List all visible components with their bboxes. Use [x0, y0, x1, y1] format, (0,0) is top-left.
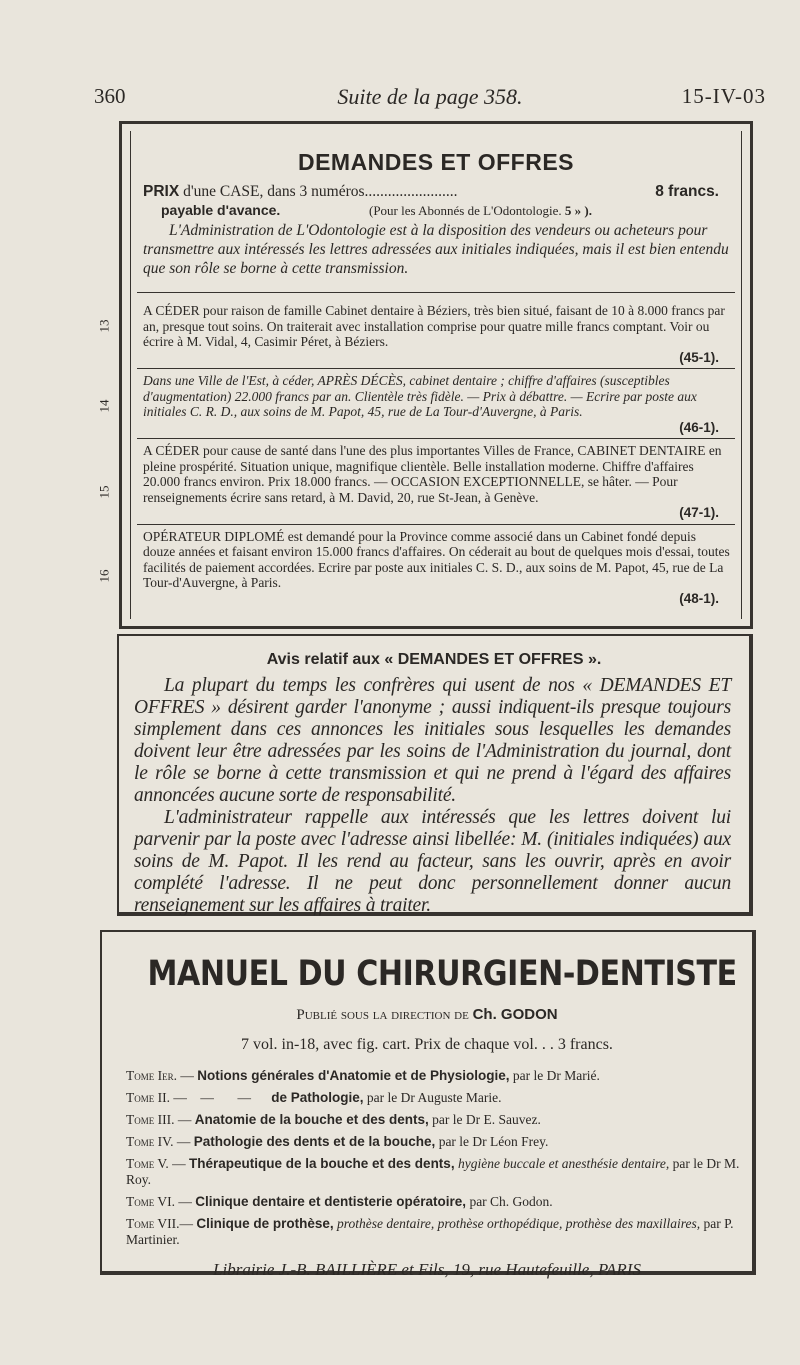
- continuation-note: Suite de la page 358.: [337, 84, 523, 109]
- manuel-subtitle: Publié sous la direction de Ch. GODON: [296, 1006, 558, 1023]
- divider: [137, 438, 735, 439]
- case-number: 14: [96, 399, 112, 413]
- divider: [137, 292, 735, 293]
- demandes-title: DEMANDES ET OFFRES: [297, 149, 575, 175]
- ad-text: A CÉDER pour cause de santé dans l'une des plus importantes Villes de France, CABINET DENTAIRE en pleine prospérité. Situation unique, magnifique clientèle. Belle installation moderne. Chiffre d'affaires 20.000 francs environ. Prix 18.000 francs. — OCCASION EXCEPTIONNELLE, se hâter. — Pour renseignements écrire sans retard, à M. David, 20, rue St-Jean, à Genève.: [143, 443, 722, 505]
- case-number: 13: [96, 319, 112, 333]
- divider: [137, 368, 735, 369]
- ad-46: [131, 373, 741, 435]
- ad-text: Dans une Ville de l'Est, à céder, APRÈS DÉCÈS, cabinet dentaire ; chiffre d'affaires (susceptibles d'augmentation) 22.000 francs par an. Clientèle très fidèle. — Prix à débattre. — Ecrire par poste aux initiales C. R. D., aux soins de M. Papot, 45, rue de La Tour-d'Auvergne, à Paris.: [143, 373, 697, 419]
- admin-note: L'Administration de L'Odontologie est à la disposition des vendeurs ou acheteurs pour transmettre aux intéressés les lettres adressées aux initiales indiquées, mais il est bien entendu que son rôle se borne à cette transmission.: [143, 222, 729, 277]
- ad-47: [131, 443, 741, 521]
- tome-item: Tome VII.— Clinique de prothèse, prothèse dentaire, prothèse orthopédique, prothèse des maxillaires, par P. Martinier.: [126, 1216, 734, 1247]
- tome-list: [102, 1068, 752, 1248]
- tome-item: Tome II. — — — de Pathologie, par le Dr Auguste Marie.: [126, 1090, 502, 1105]
- ad-text: OPÉRATEUR DIPLOMÉ est demandé pour la Province comme associé dans un Cabinet fondé depuis douze années et faisant environ 15.000 francs d'affaires. On céderait au bout de quelques mois d'essai, toutes facilités de paiement accordées. Ecrire par poste aux initiales C. S. D., aux soins de M. Papot, 45, rue de La Tour-d'Auvergne, à Paris.: [143, 528, 730, 590]
- ad-48: [131, 529, 741, 607]
- ad-ref: (47-1).: [679, 505, 719, 520]
- divider: [137, 524, 735, 525]
- tome-item: Tome Ier. — Notions générales d'Anatomie et de Physiologie, par le Dr Marié.: [126, 1068, 600, 1083]
- avis-box: [117, 634, 753, 916]
- avis-paragraph: L'administrateur rappelle aux intéressés que les lettres doivent lui parvenir par la poste avec l'adresse ainsi libellée: M. (initiales indiquées) aux soins de M. Papot. Il les rend au facteur, sans les ouvrir, après en avoir complété l'adresse. Il ne peut donc personnellement donner aucun renseignement sur les affaires à traiter.: [134, 807, 731, 916]
- director-name: Ch. GODON: [472, 1006, 558, 1023]
- avis-title: Avis relatif aux « DEMANDES ET OFFRES ».: [266, 651, 602, 668]
- tome-item: Tome IV. — Pathologie des dents et de la bouche, par le Dr Léon Frey.: [126, 1134, 549, 1149]
- page-number: 360: [94, 84, 126, 108]
- manuel-title: MANUEL DU CHIRURGIEN-DENTISTE: [147, 954, 737, 994]
- ad-ref: (46-1).: [679, 419, 719, 435]
- tome-item: Tome V. — Thérapeutique de la bouche et des dents, hygiène buccale et anesthésie dentaire, par le Dr M. Roy.: [126, 1156, 740, 1187]
- tome-item: Tome III. — Anatomie de la bouche et des dents, par le Dr E. Sauvez.: [126, 1112, 541, 1127]
- abonnes-text: (Pour les Abonnés de L'Odontologie. 5 » ).: [369, 203, 592, 218]
- price-line: [131, 182, 741, 201]
- case-number: 16: [96, 569, 112, 583]
- avis-paragraph: La plupart du temps les confrères qui usent de nos « DEMANDES ET OFFRES » désirent garder l'anonyme ; aussi indiquent-ils presque toujours simplement dans ces annonces les initiales sous lesquelles les demandes doivent leur être adressées par les soins de l'Administration du journal, dont le rôle se borne à cette transmission et qui ne prend à l'égard des affaires annoncées aucune sorte de responsabilité.: [134, 675, 731, 806]
- price-value: 8 francs.: [655, 183, 719, 200]
- avis-body: [119, 669, 749, 917]
- price-label: PRIX: [143, 183, 180, 200]
- ad-ref: (48-1).: [679, 590, 719, 606]
- tome-item: Tome VI. — Clinique dentaire et dentisterie opératoire, par Ch. Godon.: [126, 1194, 553, 1209]
- publisher-line: Librairie J.-B. BAILLIÈRE et Fils, 19, rue Hautefeuille, PARIS: [213, 1260, 641, 1279]
- price-text: d'une CASE, dans 3 numéros........................: [183, 183, 458, 200]
- ad-45: [131, 303, 741, 365]
- payable-line: [131, 201, 741, 220]
- issue-date: 15-IV-03: [681, 84, 766, 108]
- manuel-price: 7 vol. in-18, avec fig. cart. Prix de chaque vol. . . 3 francs.: [241, 1036, 613, 1053]
- page-header: [94, 84, 766, 118]
- ad-text: A CÉDER pour raison de famille Cabinet dentaire à Béziers, très bien situé, faisant de 10 à 8.000 francs par an, presque tout soins. On traiterait avec installation comprise pour quatre mille francs comptant. Voir ou écrire à M. Vidal, 4, Casimir Péret, à Béziers.: [143, 303, 725, 349]
- case-number: 15: [96, 485, 112, 499]
- ad-ref: (45-1).: [679, 349, 719, 365]
- manuel-box: [100, 930, 756, 1279]
- payable-text: payable d'avance.: [161, 202, 281, 218]
- demandes-offres-box: [119, 121, 753, 629]
